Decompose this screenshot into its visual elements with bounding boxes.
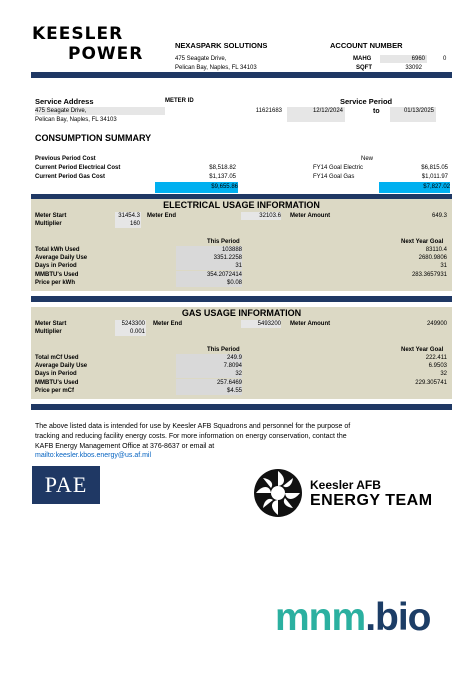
elec-row-label: Price per kWh: [35, 279, 76, 286]
gas-row-value: $4.55: [176, 387, 242, 395]
elec-this-period: This Period: [207, 239, 240, 245]
sqft-value: 33092: [405, 65, 422, 71]
company-name: NEXASPARK SOLUTIONS: [175, 41, 268, 50]
elec-row-value: 103888: [176, 246, 242, 254]
header-divider: [31, 72, 452, 78]
elec-multiplier-label: Multiplier: [35, 221, 62, 227]
pae-logo-text: PAE: [44, 472, 88, 497]
team-line2: ENERGY TEAM: [310, 492, 433, 509]
team-line1: Keesler AFB: [310, 478, 381, 492]
elec-row-label: MMBTU's Used: [35, 271, 79, 278]
elec-row-value: $0.08: [176, 279, 242, 287]
electrical-panel: [31, 199, 452, 291]
period-start: 12/12/2024: [287, 107, 345, 122]
footer-line1: The above listed data is intended for use by Keesler AFB Squadrons and personnel for the purpose of: [35, 423, 351, 430]
elec-row-value: 31: [176, 262, 242, 270]
meter-id-label: METER ID: [165, 98, 194, 104]
company-addr2: Pelican Bay, Naples, FL 34103: [175, 65, 257, 71]
gas-row-label: MMBTU's Used: [35, 379, 79, 386]
new-label: New: [361, 156, 374, 162]
gas-row-label: Days in Period: [35, 371, 77, 378]
elec-meter-amount: 649.3: [431, 213, 447, 219]
elec-row-label: Total kWh Used: [35, 247, 80, 253]
gas-meter-end-label: Meter End: [153, 321, 183, 327]
service-address-label: Service Address: [35, 97, 94, 106]
gas-row-value: 249.9: [176, 354, 242, 362]
service-addr2: Pelican Bay, Naples, FL 34103: [35, 117, 117, 123]
gas-title: GAS USAGE INFORMATION: [181, 308, 302, 318]
footer-email-link[interactable]: mailto:keesler.kbos.energy@us.af.mil: [35, 452, 152, 459]
goal-gas-label: FY14 Goal Gas: [313, 174, 355, 180]
gas-row-value: 7.8094: [176, 362, 242, 370]
elec-row-value: 354.2072414: [176, 271, 242, 279]
gas-meter-amount: 249900: [426, 321, 447, 327]
gas-multiplier-label: Multiplier: [35, 329, 62, 335]
gas-row-goal: 229.305741: [415, 379, 447, 386]
footer-line3: KAFB Energy Management Office at 376-8637 or email at: [35, 443, 215, 450]
mahg-value: 6960: [380, 55, 427, 63]
watermark: [275, 596, 431, 640]
gas-row-goal: 222.411: [425, 355, 447, 361]
period-to: to: [373, 108, 380, 115]
gas-meter-end: 5493200: [241, 320, 281, 328]
meter-id: 11621683: [255, 108, 282, 114]
watermark-mnm: mnm: [275, 596, 366, 639]
gas-next-goal: Next Year Goal: [401, 347, 444, 353]
elec-row-goal: 283.3657931: [411, 271, 447, 278]
prev-cost-label: Previous Period Cost: [35, 156, 96, 162]
sqft-label: SQFT: [356, 65, 372, 71]
gas-panel: [31, 307, 452, 399]
watermark-bio: .bio: [365, 596, 431, 639]
total-cost: $9,655.86: [155, 182, 238, 193]
account-title: ACCOUNT NUMBER: [330, 41, 403, 50]
energy-team-emblem-icon: [252, 467, 304, 519]
goal-elec-label: FY14 Goal Electric: [313, 165, 364, 171]
gas-cost-label: Current Period Gas Cost: [35, 174, 106, 180]
gas-row-label: Total mCf Used: [35, 355, 79, 361]
elec-meter-start: 31454.3: [115, 212, 141, 220]
elec-row-label: Average Daily Use: [35, 255, 88, 262]
goal-gas-value: $1,011.97: [421, 174, 448, 180]
gas-meter-start: 5243300: [115, 320, 146, 328]
gas-row-value: 257.6469: [176, 379, 242, 387]
electrical-title: ELECTRICAL USAGE INFORMATION: [163, 200, 320, 210]
goal-total: $7,827.02: [379, 182, 450, 193]
footer-line2: tracking and reducing facility energy costs. For more information on energy conservation, contact the: [35, 433, 347, 440]
gas-multiplier: 0.001: [115, 328, 146, 336]
pae-logo: [32, 466, 100, 504]
company-addr1: 475 Seagate Drive,: [175, 56, 227, 62]
elec-cost-value: $8,518.82: [209, 165, 236, 171]
gas-row-value: 32: [176, 370, 242, 378]
elec-meter-end: 32103.6: [241, 212, 281, 220]
elec-row-goal: 2680.9806: [418, 255, 447, 262]
gas-cost-value: $1,137.05: [209, 174, 236, 180]
elec-row-goal: 31: [440, 263, 447, 270]
electrical-divider: [31, 296, 452, 302]
gas-this-period: This Period: [207, 347, 240, 353]
elec-meter-amount-label: Meter Amount: [290, 213, 331, 219]
mahg-extra: 0: [443, 56, 447, 62]
elec-multiplier: 160: [115, 220, 141, 228]
summary-title: CONSUMPTION SUMMARY: [35, 133, 152, 143]
gas-meter-start-label: Meter Start: [35, 321, 67, 327]
service-addr1: 475 Seagate Drive,: [35, 107, 165, 115]
brand-line1: KEESLER: [32, 24, 124, 44]
gas-row-label: Price per mCf: [35, 387, 75, 394]
elec-row-value: 3351.2258: [176, 254, 242, 262]
elec-row-goal: 83110.4: [425, 247, 447, 253]
period-end: 01/13/2025: [390, 107, 436, 122]
elec-meter-end-label: Meter End: [147, 213, 177, 219]
gas-divider: [31, 404, 452, 410]
brand-line2: POWER: [68, 44, 144, 64]
gas-row-goal: 6.9503: [428, 363, 447, 370]
goal-elec-value: $6,815.05: [421, 165, 448, 171]
elec-cost-label: Current Period Electrical Cost: [35, 165, 121, 171]
mahg-label: MAHG: [353, 56, 372, 62]
gas-meter-amount-label: Meter Amount: [290, 321, 331, 327]
elec-row-label: Days in Period: [35, 263, 77, 270]
elec-next-goal: Next Year Goal: [401, 239, 444, 245]
gas-row-goal: 32: [440, 371, 447, 378]
elec-meter-start-label: Meter Start: [35, 213, 67, 219]
gas-row-label: Average Daily Use: [35, 363, 88, 370]
service-period-label: Service Period: [340, 97, 393, 106]
